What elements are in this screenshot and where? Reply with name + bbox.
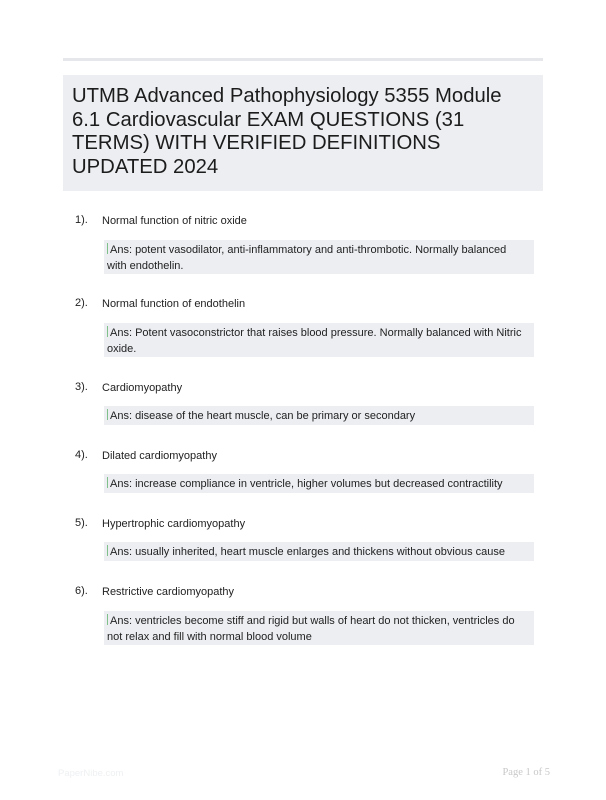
top-divider: [63, 58, 543, 61]
answer-text: Ans: usually inherited, heart muscle enlarges and thickens without obvious cause: [110, 546, 506, 558]
footer-watermark: PaperNibe.com: [58, 768, 124, 779]
question-number: 6).: [75, 585, 88, 597]
answer-text: Ans: increase compliance in ventricle, higher volumes but decreased contractility: [110, 478, 503, 490]
question-text: Normal function of nitric oxide: [102, 215, 247, 227]
answer-box: [104, 611, 534, 645]
question-number: 5).: [75, 517, 88, 529]
answer-marker: [107, 243, 108, 254]
question-text: Cardiomyopathy: [102, 382, 183, 394]
answer-box: [104, 240, 534, 274]
page-indicator: Page 1 of 5: [502, 767, 550, 778]
answer-marker: [107, 326, 108, 337]
answer-box: [104, 406, 534, 425]
title-banner: [63, 75, 543, 191]
question-number: 2).: [75, 297, 88, 309]
answer-marker: [107, 477, 108, 488]
document-title: UTMB Advanced Pathophysiology 5355 Module 6.1 Cardiovascular EXAM QUESTIONS (31 TERMS) WITH VERIFIED DEFINITIONS UPDATED 2024: [72, 85, 502, 178]
answer-marker: [107, 614, 108, 625]
question-text: Normal function of endothelin: [102, 298, 246, 310]
question-text: Restrictive cardiomyopathy: [102, 586, 235, 598]
answer-box: [104, 323, 534, 357]
question-number: 1).: [75, 214, 88, 226]
answer-box: [104, 474, 534, 493]
answer-text: Ans: disease of the heart muscle, can be primary or secondary: [110, 410, 416, 422]
answer-text: Ans: Potent vasoconstrictor that raises blood pressure. Normally balanced with Nitric oxide.: [107, 327, 522, 355]
question-number: 4).: [75, 449, 88, 461]
question-text: Hypertrophic cardiomyopathy: [102, 518, 246, 530]
answer-text: Ans: potent vasodilator, anti-inflammatory and anti-thrombotic. Normally balanced with endothelin.: [107, 244, 507, 272]
question-number: 3).: [75, 381, 88, 393]
answer-marker: [107, 545, 108, 556]
question-text: Dilated cardiomyopathy: [102, 450, 217, 462]
answer-marker: [107, 409, 108, 420]
answer-text: Ans: ventricles become stiff and rigid but walls of heart do not thicken, ventricles do not relax and fill with normal blood volume: [107, 615, 515, 643]
answer-box: [104, 542, 534, 561]
